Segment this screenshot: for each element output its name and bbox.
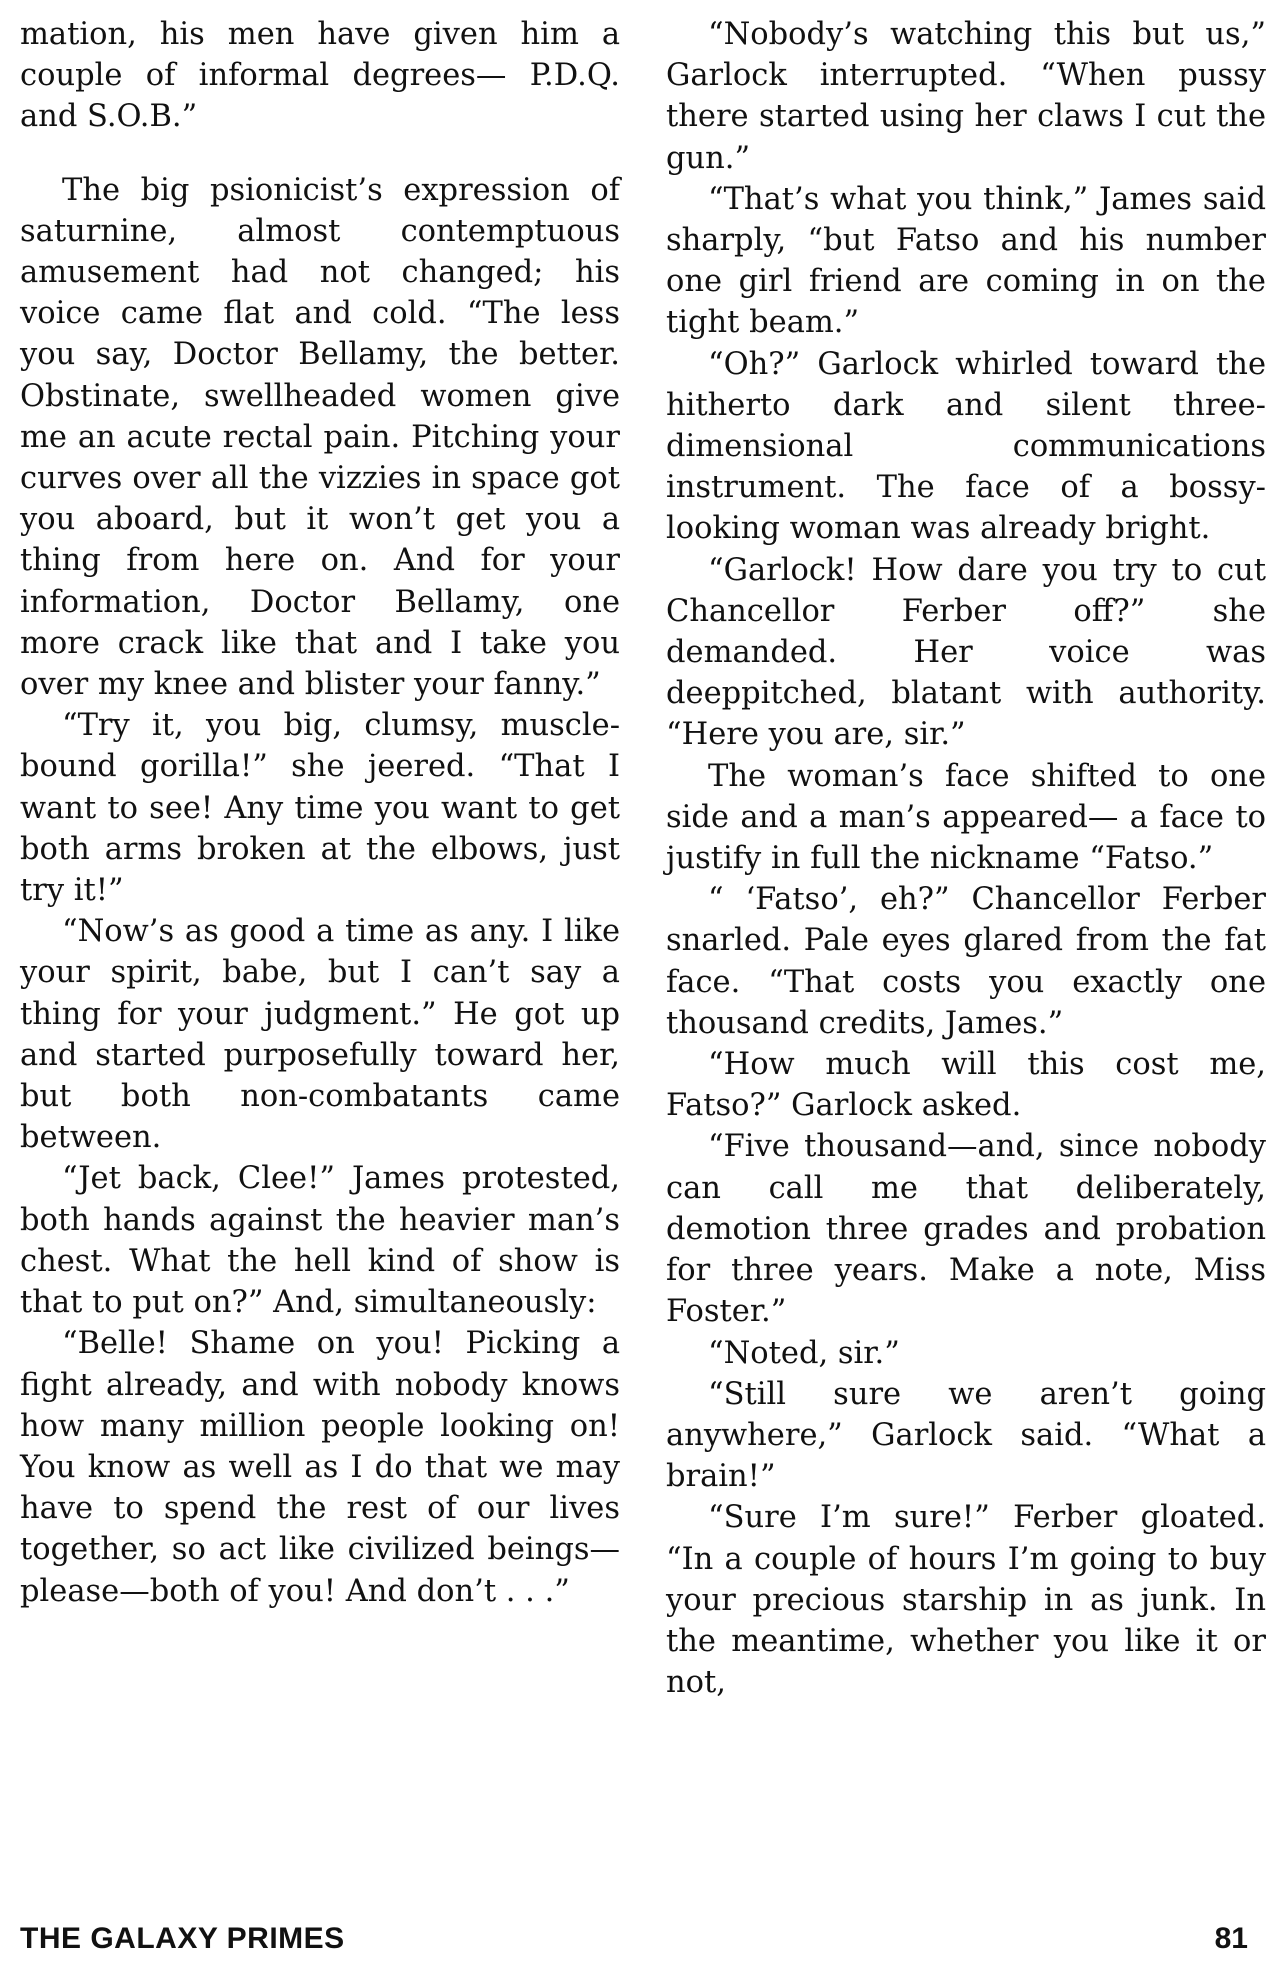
paragraph: “ ‘Fatso’, eh?” Chancellor Ferber snarled. Pale eyes glared from the fat face. “That costs you exactly one thousand credits, James.” xyxy=(666,882,1266,1041)
paragraph: “Oh?” Garlock whirled toward the hitherto dark and silent three-dimensional communications instrument. The face of a bossy-looking woman was already bright. xyxy=(666,346,1266,547)
running-title: THE GALAXY PRIMES xyxy=(20,1922,345,1955)
paragraph: The woman’s face shifted to one side and a man’s appeared— a face to justify in full the nickname “Fatso.” xyxy=(666,758,1266,877)
paragraph: mation, his men have given him a couple of informal degrees— P.D.Q. and S.O.B.” xyxy=(20,17,620,135)
page-number: 81 xyxy=(1214,1922,1248,1955)
left-text-column xyxy=(20,14,620,1612)
paragraph: “Now’s as good a time as any. I like your spirit, babe, but I can’t say a thing for your judgment.” He got up and started purposefully toward her, but both non-combatants came between. xyxy=(20,914,620,1156)
paragraph: “Nobody’s watching this but us,” Garlock interrupted. “When pussy there started using her claws I cut the gun.” xyxy=(666,17,1266,176)
paragraph: “That’s what you think,” James said sharply, “but Fatso and his number one girl friend are coming in on the tight beam.” xyxy=(666,181,1266,341)
paragraph: “Jet back, Clee!” James protested, both hands against the heavier man’s chest. What the hell kind of show is that to put on?” And, simultaneously: xyxy=(20,1161,620,1321)
book-page xyxy=(20,14,1264,1954)
right-text-column xyxy=(666,14,1266,1703)
paragraph: “Try it, you big, clumsy, muscle-bound gorilla!” she jeered. “That I want to see! Any time you want to get both arms broken at the elbows, just try it!” xyxy=(20,708,620,909)
paragraph: “Garlock! How dare you try to cut Chancellor Ferber off?” she demanded. Her voice was deeppitched, blatant with authority. “Here you are, sir.” xyxy=(666,552,1266,753)
paragraph: “Still sure we aren’t going anywhere,” Garlock said. “What a brain!” xyxy=(666,1376,1266,1495)
paragraph: “Noted, sir.” xyxy=(708,1335,900,1371)
paragraph: “Sure I’m sure!” Ferber gloated. “In a couple of hours I’m going to buy your precious starship in as junk. In the meantime, whether you like it or not, xyxy=(666,1500,1266,1701)
paragraph: The big psionicist’s expression of saturnine, almost contemptuous amusement had not changed; his voice came flat and cold. “The less you say, Doctor Bellamy, the better. Obstinate, swellheaded women give me an acute rectal pain. Pitching your curves over all the vizzies in space got you aboard, but it won’t get you a thing from here on. And for your information, Doctor Bellamy, one more crack like that and I take you over my knee and blister your fanny.” xyxy=(20,172,620,703)
paragraph: “How much will this cost me, Fatso?” Garlock asked. xyxy=(666,1047,1266,1124)
paragraph: “Belle! Shame on you! Picking a fight already, and with nobody knows how many million people looking on! You know as well as I do that we may have to spend the rest of our lives together, so act like civilized beings—please—both of you! And don’t . . .” xyxy=(20,1326,620,1609)
paragraph: “Five thousand—and, since nobody can call me that deliberately, demotion three grades and probation for three years. Make a note, Miss Foster.” xyxy=(666,1129,1266,1330)
page-footer xyxy=(20,1912,1264,1956)
